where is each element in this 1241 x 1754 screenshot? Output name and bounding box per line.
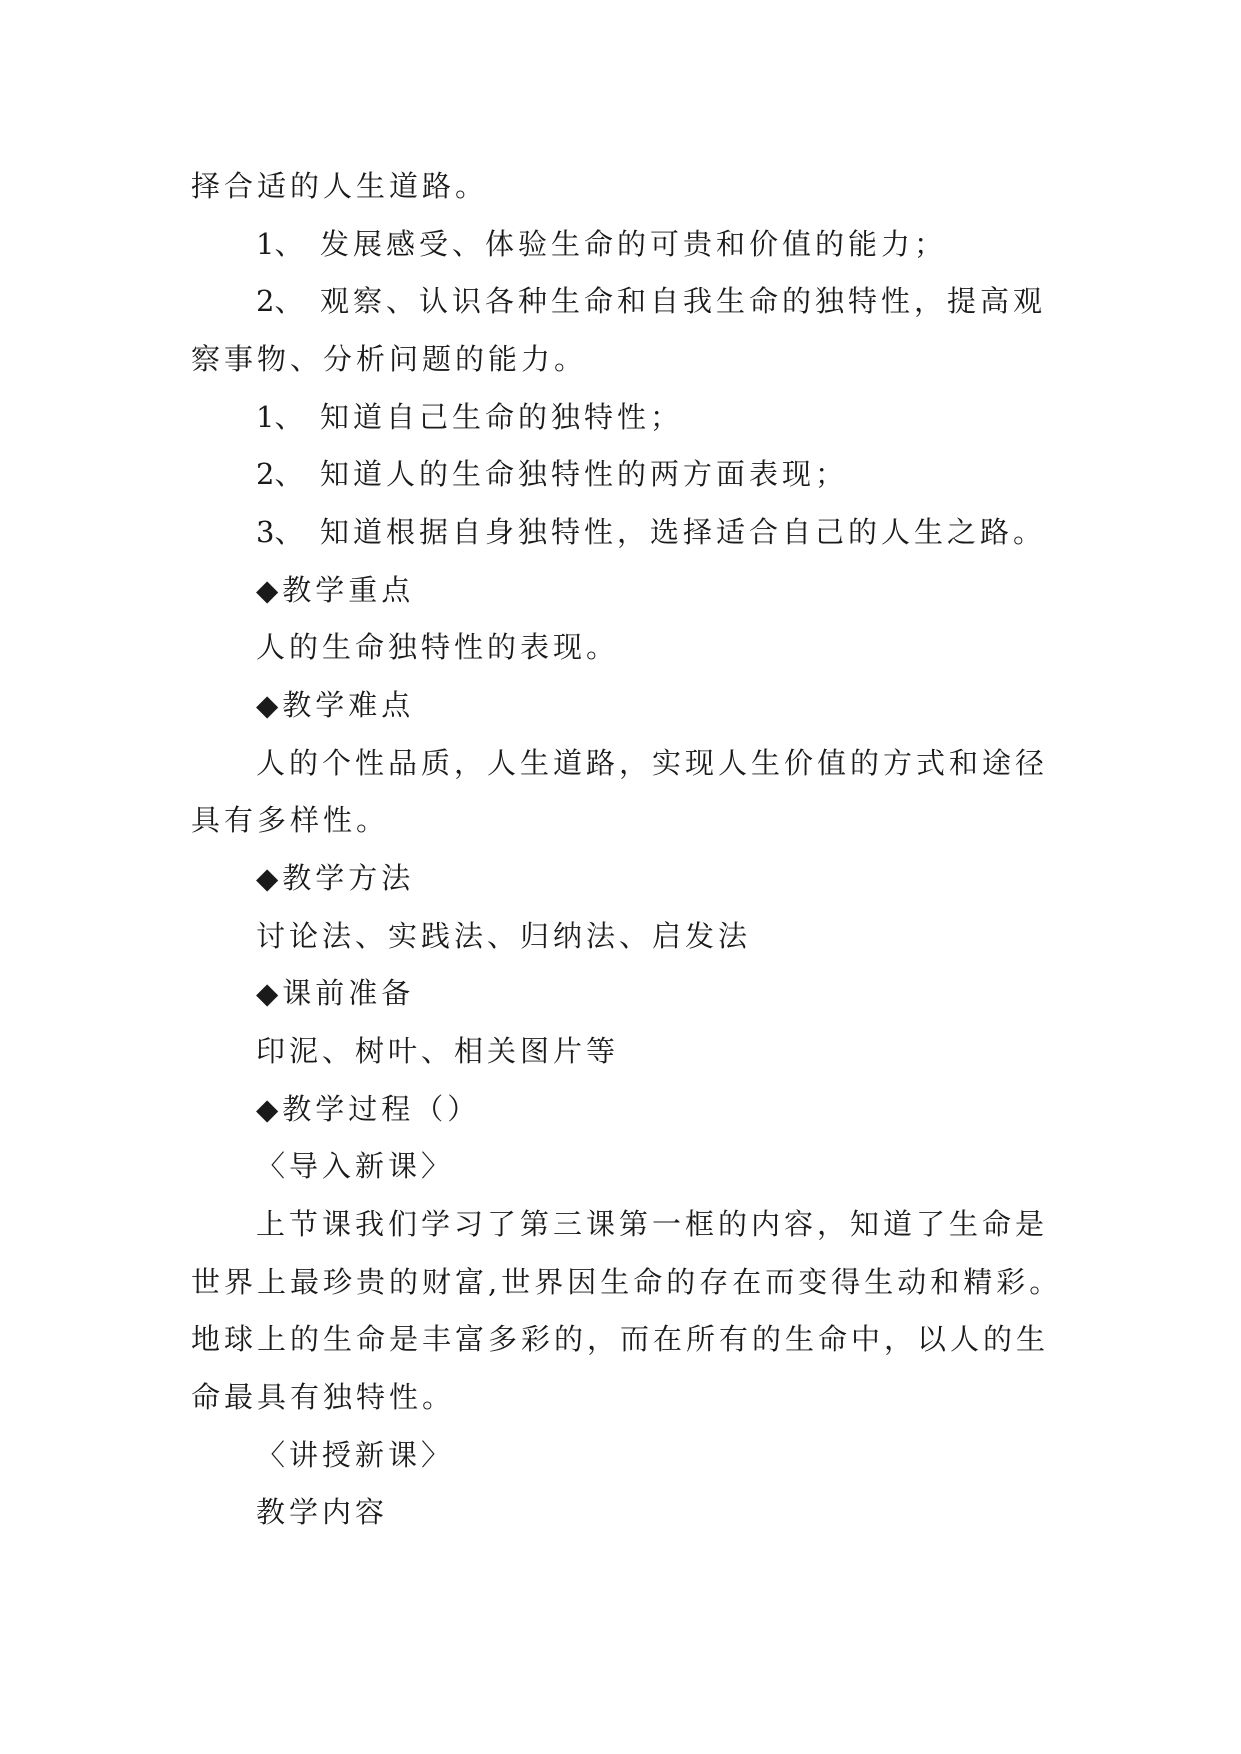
list-item: 1、 知道自己生命的独特性； (256, 397, 683, 437)
subsection-heading: 〈讲授新课〉 (256, 1438, 455, 1472)
text-line: 人的生命独特性的表现。 (256, 630, 620, 664)
list-number: 3、 (256, 515, 304, 549)
text-line: 具有多样性。 (191, 803, 390, 837)
section-heading: ◆教学重点 (256, 573, 415, 607)
list-item: 1、 发展感受、体验生命的可贵和价值的能力； (256, 224, 947, 264)
section-heading: ◆教学难点 (256, 688, 415, 722)
section-heading: ◆教学方法 (256, 861, 415, 895)
text-line: 印泥、树叶、相关图片等 (256, 1034, 620, 1068)
list-item: 2、 观察、认识各种生命和自我生命的独特性，提高观 (256, 281, 1046, 321)
subsection-heading: 〈导入新课〉 (256, 1149, 455, 1183)
text-line: 上节课我们学习了第三课第一框的内容，知道了生命是 (256, 1207, 1049, 1241)
list-number: 2、 (256, 457, 304, 491)
text-line: 择合适的人生道路。 (191, 169, 489, 203)
text-line: 命最具有独特性。 (191, 1380, 456, 1414)
list-item: 2、 知道人的生命独特性的两方面表现； (256, 454, 848, 494)
text-line: 人的个性品质，人生道路，实现人生价值的方式和途径 (256, 746, 1049, 780)
text-line: 讨论法、实践法、归纳法、启发法 (256, 919, 752, 953)
list-number: 1、 (256, 227, 304, 261)
text-line: 察事物、分析问题的能力。 (191, 342, 588, 376)
section-heading: ◆教学过程（） (256, 1092, 481, 1126)
list-number: 2、 (256, 284, 304, 318)
section-heading: ◆课前准备 (256, 976, 415, 1010)
text-line: 教学内容 (256, 1495, 389, 1529)
list-item: 3、 知道根据自身独特性，选择适合自己的人生之路。 (256, 512, 1046, 552)
text-line: 世界上最珍贵的财富,世界因生命的存在而变得生动和精彩。 (191, 1265, 1063, 1299)
text-line: 地球上的生命是丰富多彩的，而在所有的生命中，以人的生 (191, 1322, 1050, 1356)
list-number: 1、 (256, 400, 304, 434)
